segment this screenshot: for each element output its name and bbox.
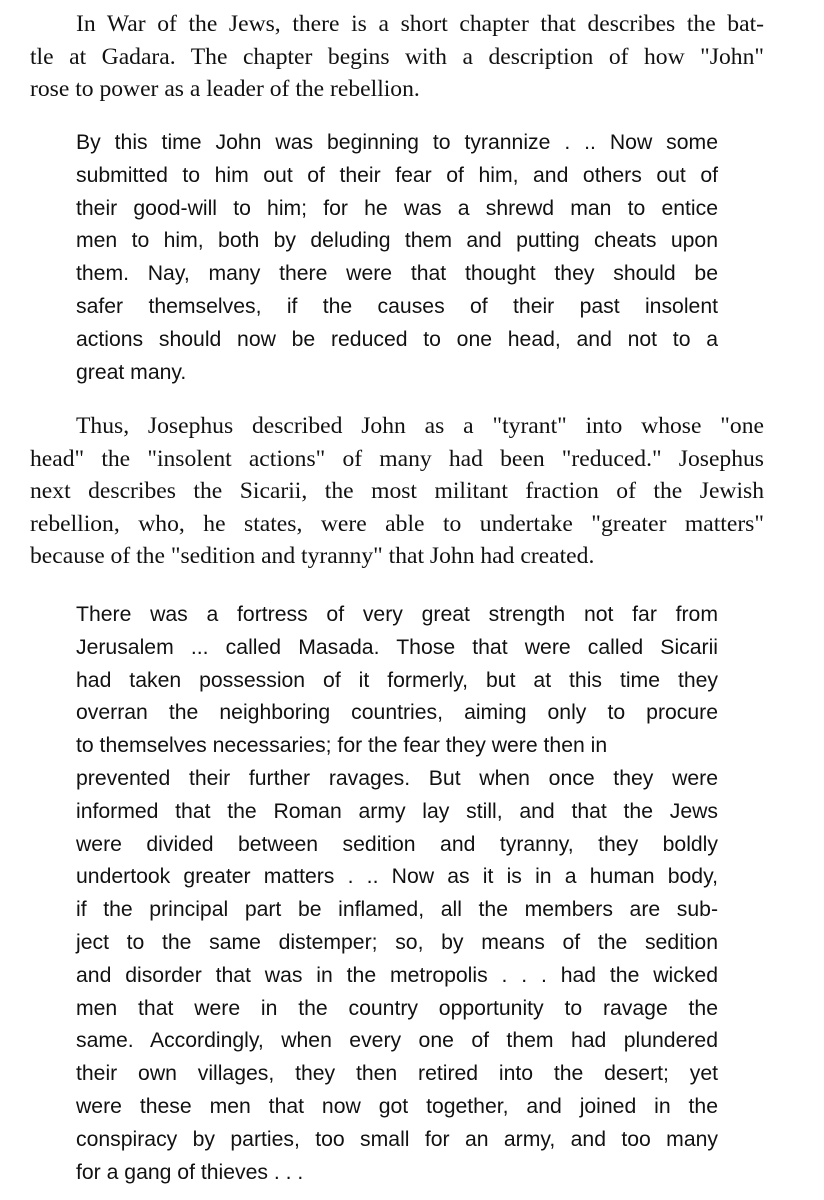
quote-line: There was a fortress of very great strength not far from [76,603,718,626]
text-line: tle at Gadara. The chapter begins with a description of how "John" [30,43,764,70]
quote-line: By this time John was beginning to tyrannize . .. Now some [76,131,718,154]
body-paragraph-commentary [30,410,764,573]
quote-line: and disorder that was in the metropolis . . . had the wicked [76,963,718,987]
quote-line: Jerusalem ... called Masada. Those that were called Sicarii [76,635,718,659]
quote-line: were divided between sedition and tyranny, they boldly [76,832,718,856]
text-line: rebellion, who, he states, were able to undertake "greater matters" [30,510,764,537]
quote-line: for a gang of thieves . . . [76,1160,304,1184]
text-line: rose to power as a leader of the rebellion. [30,76,420,103]
quote-line: them. Nay, many there were that thought they should be [76,262,718,286]
quote-line: if the principal part be inflamed, all the members are sub- [76,898,718,922]
block-quote-masada [76,599,718,1189]
quote-line: their own villages, they then retired into the desert; yet [76,1062,718,1086]
quote-line: informed that the Roman army lay still, and that the Jews [76,799,718,823]
quote-line: overran the neighboring countries, aiming only to procure [76,701,718,725]
quote-line: men that were in the country opportunity to ravage the [76,996,718,1020]
quote-line: conspiracy by parties, too small for an army, and too many [76,1127,718,1151]
quote-line: men to him, both by deluding them and putting cheats upon [76,229,718,253]
quote-line: prevented their further ravages. But when once they were [76,766,718,790]
quote-line: had taken possession of it formerly, but at this time they [76,668,718,692]
quote-line: to themselves necessaries; for the fear they were then in [76,734,608,758]
quote-line: actions should now be reduced to one head, and not to a [76,327,718,351]
text-line: head" the "insolent actions" of many had been "reduced." Josephus [30,445,764,472]
quote-line: safer themselves, if the causes of their past insolent [76,294,718,318]
quote-line: were these men that now got together, and joined in the [76,1094,718,1118]
quote-line: undertook greater matters . .. Now as it is in a human body, [76,865,718,889]
text-line: Thus, Josephus described John as a "tyrant" into whose "one [76,413,764,439]
quote-line: great many. [76,360,187,384]
quote-line: same. Accordingly, when every one of them had plundered [76,1029,718,1053]
quote-line: ject to the same distemper; so, by means of the sedition [76,930,718,954]
text-line: In War of the Jews, there is a short chapter that describes the bat- [76,11,764,37]
body-paragraph-intro [30,8,764,106]
quote-line: submitted to him out of their fear of him, and others out of [76,163,718,187]
text-line: next describes the Sicarii, the most militant fraction of the Jewish [30,478,764,505]
quote-line: their good-will to him; for he was a shrewd man to entice [76,196,718,220]
text-line: because of the "sedition and tyranny" that John had created. [30,543,595,570]
block-quote-tyrannize [76,127,718,389]
